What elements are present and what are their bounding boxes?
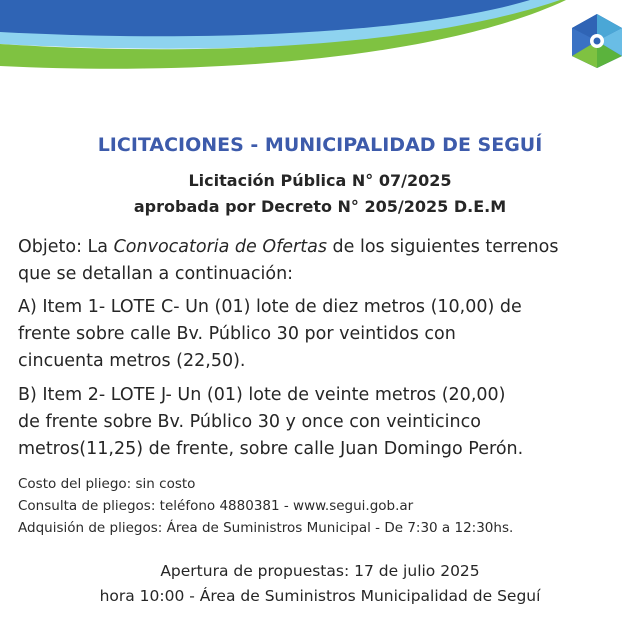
objeto-prefix: Objeto: La [18, 237, 114, 257]
item-b-line-3: metros(11,25) de frente, sobre calle Juan Domingo Perón. [18, 439, 524, 459]
item-a-line-2: frente sobre calle Bv. Público 30 por veintidos con [18, 324, 456, 344]
item-a-line-3: cincuenta metros (22,50). [18, 351, 246, 371]
apertura-date: Apertura de propuestas: 17 de julio 2025 [160, 562, 480, 580]
municipal-logo-icon [568, 12, 626, 70]
header-wave-banner [0, 0, 640, 90]
objeto-suffix: de los siguientes terrenos [326, 237, 559, 257]
objeto-line-2: que se detallan a continuación: [18, 264, 294, 284]
item-b-paragraph [18, 382, 630, 463]
costo-pliego: Costo del pliego: sin costo [18, 476, 196, 492]
objeto-paragraph [18, 234, 630, 288]
item-b-line-2: de frente sobre Bv. Público 30 y once con veinticinco [18, 412, 481, 432]
item-b-line-1: B) Item 2- LOTE J- Un (01) lote de veinte metros (20,00) [18, 385, 506, 405]
page-title: LICITACIONES - MUNICIPALIDAD DE SEGUÍ [97, 134, 543, 156]
apertura-time-place: hora 10:00 - Área de Suministros Municipalidad de Seguí [99, 587, 541, 605]
item-a-line-1: A) Item 1- LOTE C- Un (01) lote de diez metros (10,00) de [18, 297, 522, 317]
licitacion-number: Licitación Pública N° 07/2025 [188, 171, 452, 190]
objeto-line-1 [18, 234, 630, 261]
item-a-paragraph [18, 294, 630, 375]
adquisicion-pliegos: Adquisión de pliegos: Área de Suministros Municipal - De 7:30 a 12:30hs. [18, 520, 514, 536]
decreto-reference: aprobada por Decreto N° 205/2025 D.E.M [133, 197, 507, 216]
details-block [18, 473, 630, 539]
consulta-pliegos: Consulta de pliegos: teléfono 4880381 - www.segui.gob.ar [18, 498, 414, 514]
objeto-italic: Convocatoria de Ofertas [113, 237, 327, 257]
